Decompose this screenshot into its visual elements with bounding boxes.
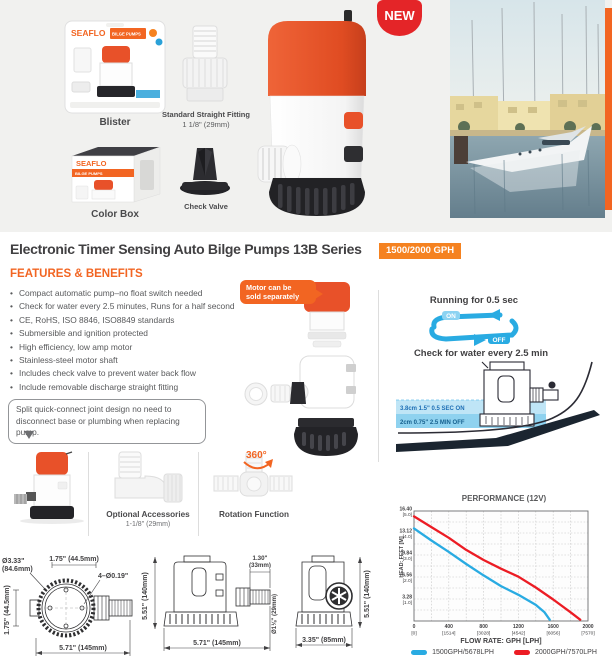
svg-text:400: 400 (444, 624, 453, 630)
svg-text:[4542]: [4542] (511, 631, 526, 637)
blister-label: Blister (99, 117, 131, 128)
feature-item: • Check for water every 2.5 minutes, Runs for a half second (10, 300, 240, 313)
feature-item: • Submersible and ignition protected (10, 327, 240, 340)
chart-legend (396, 649, 612, 656)
cycle-on-label: ON (446, 313, 456, 320)
dim-dia: Ø3.33" (2, 558, 25, 565)
svg-text:[0]: [0] (411, 631, 417, 637)
note-pointer (24, 431, 34, 439)
svg-text:9.84: 9.84 (402, 550, 412, 557)
dim-len2: (33mm) (248, 562, 272, 569)
svg-text:2000: 2000 (582, 624, 594, 630)
pump-small-image (14, 450, 84, 524)
optional-accessories-size: 1-1/8" (29mm) (125, 521, 171, 528)
dim-len: 1.30" (252, 555, 268, 562)
chart-title: PERFORMANCE (12V) (461, 494, 547, 503)
svg-text:6.56: 6.56 (402, 572, 412, 579)
svg-text:1200: 1200 (512, 624, 524, 630)
dim-base: 5.71" (145mm) (193, 640, 241, 647)
feature-item: • Include removable discharge straight fitting (10, 381, 240, 394)
svg-text:0: 0 (412, 624, 416, 630)
accessories-divider2 (198, 452, 199, 536)
check-water-text: Check for water every 2.5 min (413, 348, 549, 359)
performance-chart (396, 492, 612, 663)
legend-swatch-red (514, 650, 530, 655)
dim-outlet-dia: Ø1⅛" (29mm) (271, 593, 278, 635)
svg-text:800: 800 (479, 624, 488, 630)
straight-fitting-label: Standard Straight Fitting 1 1/8" (29mm) (156, 110, 256, 130)
svg-text:[3.0]: [3.0] (402, 556, 412, 562)
optional-accessories-label: Optional Accessories (106, 510, 190, 519)
blister-brand: SEAFLO (71, 28, 106, 38)
drawing-top-view (0, 552, 138, 662)
marina-photo (450, 0, 605, 218)
colorbox-brand-sub: BILGE PUMPS (75, 171, 103, 176)
svg-text:[5.0]: [5.0] (402, 512, 412, 518)
feature-item: • High efficiency, low amp motor (10, 341, 240, 354)
cycle-off-label: OFF (492, 337, 506, 344)
legend-item-2000: 2000GPH/7570LPH (514, 649, 597, 656)
blister-brand-sub: BILGE PUMPS (112, 31, 141, 37)
pump-line-art (480, 362, 558, 426)
page-title: Electronic Timer Sensing Auto Bilge Pumps 13B Series (10, 241, 362, 257)
chart-plot-area (396, 505, 612, 637)
check-valve-label: Check Valve (184, 202, 228, 211)
accent-stripe (605, 8, 612, 210)
svg-text:13.12: 13.12 (399, 528, 412, 535)
dim-height: 5.51" (140mm) (364, 570, 371, 618)
color-box-image (64, 138, 164, 206)
straight-fitting-size: 1 1/8" (29mm) (182, 120, 230, 130)
water-band2-text: 2cm 0.75" 2.5 MIN OFF (400, 420, 465, 426)
svg-text:[7570]: [7570] (581, 631, 595, 637)
legend-swatch-blue (411, 650, 427, 655)
drawing-front-view (282, 552, 400, 662)
svg-text:[6056]: [6056] (546, 631, 560, 637)
accessories-divider (88, 452, 89, 536)
chart-x-axis-label: FLOW RATE: GPH [LPH] (460, 638, 542, 645)
on-off-cycle-icon (416, 308, 530, 348)
boat-waterline-diagram (396, 360, 612, 464)
feature-item: • Compact automatic pump–no float switch needed (10, 287, 240, 300)
features-list (10, 287, 240, 394)
new-badge: NEW (377, 0, 422, 36)
rotation-degrees: 360° (246, 450, 267, 461)
motor-bubble: Motor can be sold separately (240, 280, 316, 304)
svg-text:[1.0]: [1.0] (402, 600, 412, 606)
running-text: Running for 0.5 sec (429, 295, 519, 306)
dim-bottom: 5.71" (145mm) (59, 645, 107, 652)
rotation-arrow-icon (240, 458, 274, 474)
dim-height: 5.51" (140mm) (142, 572, 149, 620)
chart-y-axis-label: HEAD: FEET [M] (399, 536, 405, 578)
colorbox-label: Color Box (91, 209, 139, 220)
drawing-side-view (140, 552, 280, 662)
feature-item: • CE, RoHS, ISO 8846, ISO8849 standards (10, 314, 240, 327)
feature-item: • Includes check valve to prevent water back flow (10, 367, 240, 380)
svg-text:16.40: 16.40 (399, 506, 412, 513)
svg-text:[2.0]: [2.0] (402, 578, 412, 584)
exploded-pump-image (244, 282, 374, 462)
gph-badge: 1500/2000 GPH (379, 243, 461, 259)
legend-item-1500: 1500GPH/5678LPH (411, 649, 494, 656)
elbow-fitting-image (110, 450, 186, 506)
section-divider (378, 290, 379, 462)
water-band1-text: 3.8cm 1.5" 0.5 SEC ON (400, 406, 465, 412)
svg-text:1600: 1600 (547, 624, 559, 630)
note-box: Split quick-connect joint design no need to disconnect base or plumbing when replacing pump. (8, 399, 206, 444)
svg-text:[1514]: [1514] (442, 631, 456, 637)
feature-item: • Stainless-steel motor shaft (10, 354, 240, 367)
straight-fitting-image (176, 24, 234, 106)
colorbox-brand: SEAFLO (76, 159, 107, 168)
rotation-function-label: Rotation Function (218, 510, 290, 519)
features-heading: FEATURES & BENEFITS (10, 268, 143, 280)
svg-text:[4.0]: [4.0] (402, 534, 412, 540)
dim-holes: 4–Ø0.19" (98, 573, 129, 580)
dim-top: 1.75" (44.5mm) (49, 556, 99, 563)
blister-pack-image (64, 20, 166, 114)
dim-base: 3.35" (85mm) (302, 637, 346, 644)
svg-text:[3028]: [3028] (476, 631, 491, 637)
dim-left: 1.75" (44.5mm) (4, 585, 11, 635)
hero-pump-image (256, 8, 378, 224)
dim-dia-mm: (84.6mm) (2, 566, 33, 573)
check-valve-image (178, 146, 232, 198)
svg-text:3.28: 3.28 (402, 594, 412, 601)
